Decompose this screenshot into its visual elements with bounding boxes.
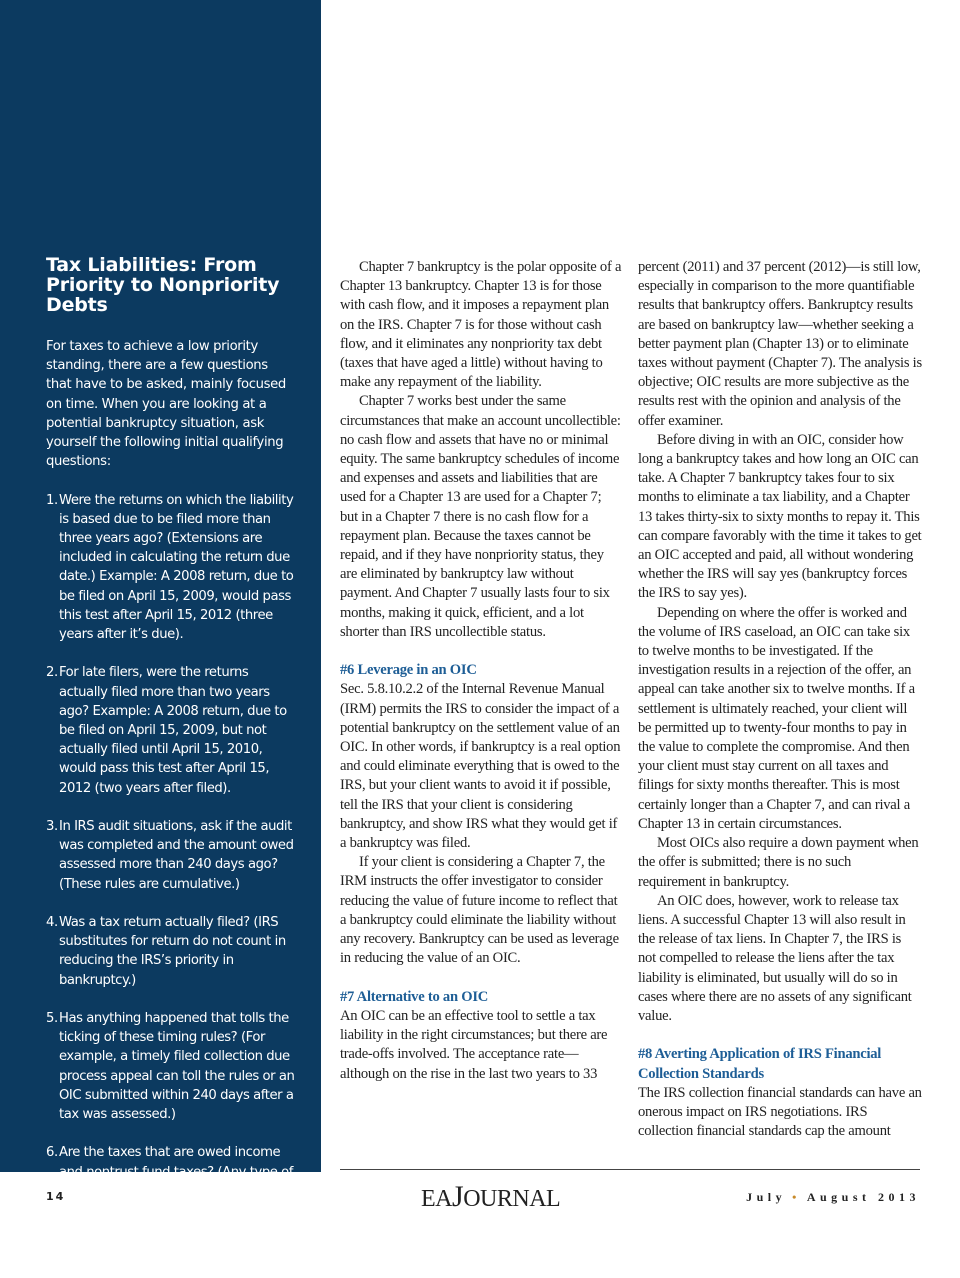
footer-rule xyxy=(340,1169,920,1170)
question-list xyxy=(46,491,295,1278)
paragraph: Most OICs also require a down payment when the offer is submitted; there is no such requirement in bankruptcy. xyxy=(638,835,919,890)
page-number: 14 xyxy=(46,1190,66,1203)
list-item xyxy=(46,663,295,797)
list-item-number: 3. xyxy=(46,819,58,835)
list-item-number: 1. xyxy=(46,492,58,508)
list-item-text: For late filers, were the returns actually filed more than two years ago? Example: A 2008 return, due to be filed on April 15, 2009, but not actually filed until April 15, 2010, would pass this test after April 15, 2012 (two years after filed). xyxy=(59,665,287,796)
list-item-text: Was a tax return actually filed? (IRS substitutes for return do not count in reducing the IRS’s priority in bankruptcy.) xyxy=(59,915,286,988)
paragraph: If your client is considering a Chapter 7, the IRM instructs the offer investigator to consider reducing the value of future income to reflect that a bankruptcy could eliminate the liability without any recovery. Bankruptcy can be used as leverage in reducing the value of an OIC. xyxy=(340,854,619,967)
paragraph: An OIC can be an effective tool to settle a tax liability in the right circumstances; but there are trade-offs involved. The acceptance rate—although on the rise in the last two years to 33 xyxy=(340,1007,608,1082)
list-item-number: 5. xyxy=(46,1011,58,1027)
paragraph: The IRS collection financial standards can have an onerous impact on IRS negotiations. IRS collection financial standards cap the amount xyxy=(638,1084,922,1140)
list-item-number: 4. xyxy=(46,915,58,931)
logo-initial: J xyxy=(452,1180,464,1213)
list-item-number: 2. xyxy=(46,665,58,681)
section-heading: #6 Leverage in an OIC xyxy=(340,662,477,679)
paragraph: Chapter 7 works best under the same circumstances that make an account uncollectible: no cash flow and assets that have no or minimal equity. The same bankruptcy schedules of income and expenses and assets and liabilities that are used for a Chapter 13 are used for a Chapter 7; but in a Chapter 7 there is no cash flow for a repayment plan. Because the taxes cannot be repaid, and if they have nonpriority status, they are eliminated by bankruptcy law without payment. And Chapter 7 usually lasts four to six months, making it quick, efficient, and a lot shorter than IRS uncollectible status. xyxy=(340,393,621,640)
paragraph: percent (2011) and 37 percent (2012)—is still low, especially in comparison to the more quantifiable results that bankruptcy offers. Bankruptcy results are based on bankruptcy law—whether seeking a better payment plan (Chapter 13) or to eliminate taxes without payment (Chapter 7). The analysis is objective; OIC results are more subjective as the results rest with the opinion and analysis of the offer examiner. xyxy=(638,259,922,429)
issue-date xyxy=(746,1190,920,1205)
issue-year: 2013 xyxy=(878,1190,920,1204)
sidebar-intro: For taxes to achieve a low priority standing, there are a few questions that have to be asked, mainly focused on time. When you are looking at a potential bankruptcy situation, ask yourself the following initial qualifying questions: xyxy=(46,339,286,470)
list-item-text: Were the returns on which the liability is based due to be filed more than three years ago? (Extensions are included in calculating the return due date.) Example: A 2008 return, due to be filed on April 15, 2009, would pass this test after April 15, 2012 (three years after it’s due). xyxy=(59,492,294,643)
list-item-text: In IRS audit situations, ask if the audit was completed and the amount owed assessed more than 240 days ago? (These rules are cumulative.) xyxy=(59,819,294,892)
bullet-separator: • xyxy=(792,1190,801,1204)
paragraph: Before diving in with an OIC, consider how long a bankruptcy takes and how long an OIC can take. A Chapter 7 bankruptcy takes four to six months to eliminate a tax liability, and a Chapter 13 takes thirty-six to sixty months to repay it. This can compare favorably with the time it takes to get an OIC accepted and paid, all without wondering whether the IRS will say yes (bankruptcy forces the IRS to say yes). xyxy=(638,431,922,602)
list-item-number: 6. xyxy=(46,1145,58,1161)
list-item xyxy=(46,1143,295,1277)
paragraph: Chapter 7 bankruptcy is the polar opposite of a Chapter 13 bankruptcy. Chapter 13 is for those with cash flow, and it imposes a repayment plan on the IRS. Chapter 7 is for those without cash flow, and it eliminates any nonpriority tax debt (taxes that have aged a little) without having to make any repayment of the liability. xyxy=(340,259,622,391)
journal-logo xyxy=(421,1180,560,1214)
article-column-1 xyxy=(340,258,622,1084)
list-item xyxy=(46,1009,295,1124)
list-item-text: Has anything happened that tolls the ticking of these timing rules? (For example, a timely filed collection due process appeal can toll the rules or an OIC submitted within 240 days after a tax was assessed.) xyxy=(59,1011,295,1123)
sidebar-title: Tax Liabilities: From Priority to Nonpriority Debts xyxy=(46,254,280,316)
list-item xyxy=(46,913,295,990)
logo-prefix: EA xyxy=(421,1186,452,1212)
article-column-2 xyxy=(638,258,922,1141)
logo-suffix: OURNAL xyxy=(463,1186,561,1212)
paragraph: An OIC does, however, work to release tax liens. A successful Chapter 13 will also result in the release of tax liens. In Chapter 7, the IRS is not compelled to release the liens after the tax liability is eliminated, but usually will do so in cases where there are no assets of any significant value. xyxy=(638,892,912,1024)
paragraph: Sec. 5.8.10.2.2 of the Internal Revenue Manual (IRM) permits the IRS to consider the impact of a potential bankruptcy on the settlement value of an OIC. In other words, if bankruptcy is a real option and could eliminate everything that is owed to the IRS, but your client wants to avoid it if possible, tell the IRS that your client is considering bankruptcy, and show IRS what they would get if a bankruptcy was filed. xyxy=(340,681,621,852)
section-heading: #8 Averting Application of IRS Financial Collection Standards xyxy=(638,1046,882,1082)
issue-month-1: July xyxy=(746,1190,787,1204)
paragraph: Depending on where the offer is worked and the volume of IRS caseload, an OIC can take six to twelve months to be investigated. If the investigation results in a rejection of the offer, an appeal can take another six to twelve months. If a settlement is ultimately reached, your client will be permitted up to twenty-four months to pay in the value to complete the compromise. And then your client must stay current on all taxes and filings for sixty months thereafter. This is most certainly longer than a Chapter 7, and can rival a Chapter 13 in certain circumstances. xyxy=(638,604,915,832)
issue-month-2: August xyxy=(806,1190,871,1204)
list-item xyxy=(46,491,295,645)
section-heading: #7 Alternative to an OIC xyxy=(340,988,489,1005)
list-item-text: Are the taxes that are owed income and nontrust fund taxes? (Any type of trust fund tax—including the trust fund portion of withheld employment taxes—disqualifies taxes for nonpriority treatment; the taxes must be income or nontrust fund.) xyxy=(59,1145,293,1276)
list-item xyxy=(46,817,295,894)
